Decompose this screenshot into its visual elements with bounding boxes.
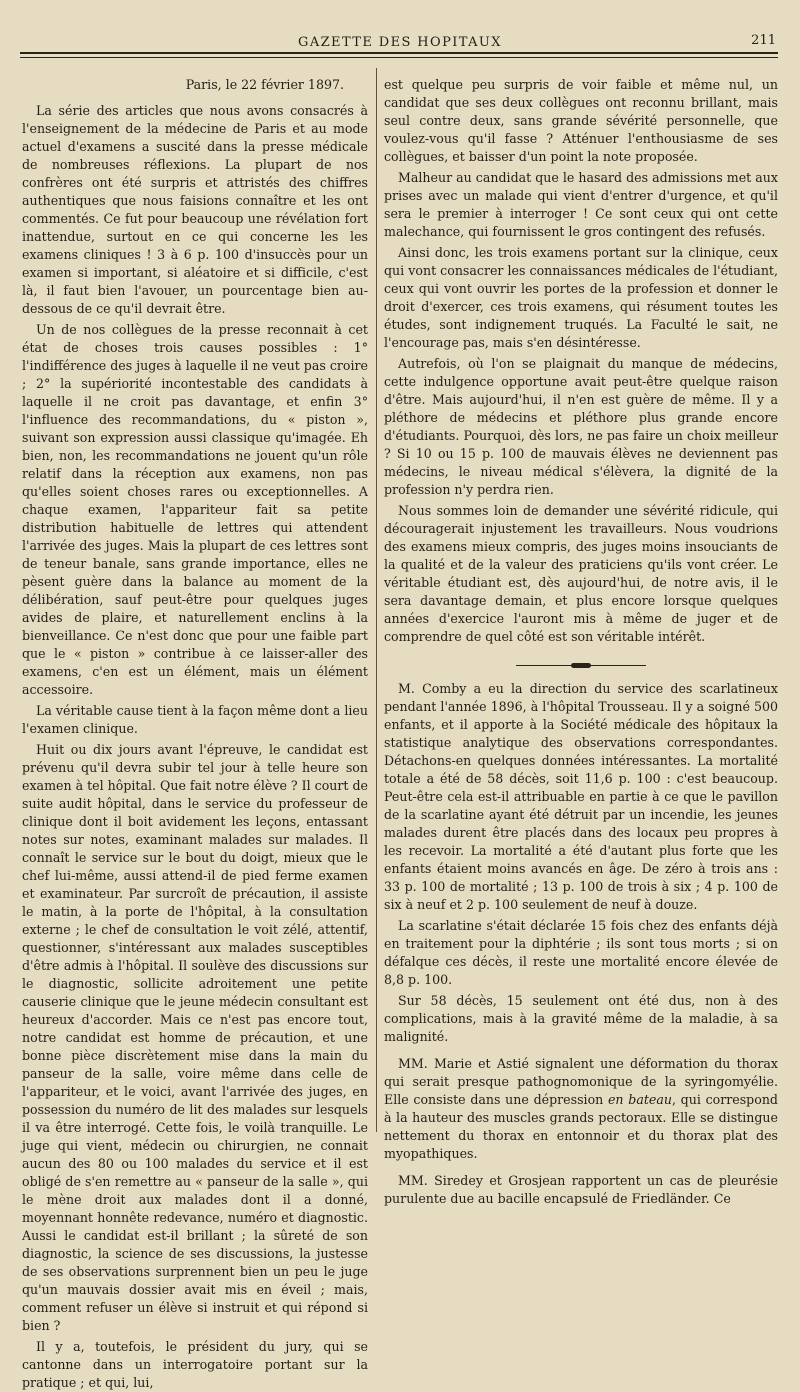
paragraph: Ainsi donc, les trois examens portant sur la clinique, ceux qui vont consacrer les connaissances médicales de l'étudiant, ceux qui vont ouvrir les portes de la profession et donner le droit d'exercer, ces trois examens, qui résument toutes les études, sont indignement truqués. La Faculté le sait, ne l'encourage pas, mais s'en désintéresse. <box>384 245 778 350</box>
paragraph: Malheur au candidat que le hasard des admissions met aux prises avec un malade qui vient d'entrer d'urgence, et qu'il sera le premier à interroger ! Ce sont ceux qui ont cette malechance, qui fournissent le gros contingent des refusés. <box>384 170 778 239</box>
left-column <box>22 76 369 1390</box>
header-rule <box>20 52 778 54</box>
header-rule-thin <box>20 57 778 58</box>
paragraph: M. Comby a eu la direction du service des scarlatineux pendant l'année 1896, à l'hôpital Trousseau. Il y a soigné 500 enfants, et il apporte à la Société médicale des hôpitaux la statistique analytique des observations correspondantes. Détachons-en quelques données intéressantes. La mortalité totale a été de 58 décès, soit 11,6 p. 100 : c'est beaucoup. Peut-être cela est-il attribuable en partie à ce que le pavillon de la scarlatine ayant été détruit par un incendie, les jeunes malades durent être placés dans des locaux peu propres à les recevoir. La mortalité a été d'autant plus forte que les enfants étaient moins avancés en âge. De zéro à trois ans : 33 p. 100 de mortalité ; 13 p. 100 de trois à six ; 4 p. 100 de six à neuf et 2 p. 100 seulement de neuf à douze. <box>384 681 778 912</box>
paragraph: MM. Siredey et Grosjean rapportent un cas de pleurésie purulente due au bacille encapsulé de Friedländer. Ce <box>384 1173 778 1206</box>
paragraph: Un de nos collègues de la presse reconnait à cet état de choses trois causes possibles : 1° l'indifférence des juges à laquelle il ne veut pas croire ; 2° la supériorité incontestable des candidats à laquelle il ne croit pas davantage, et enfin 3° l'influence des recommandations, du « piston », suivant son expression aussi classique qu'imagée. Eh bien, non, les recommandations ne jouent qu'un rôle relatif dans la réception aux examens, non pas qu'elles soient choses rares ou exceptionnelles. A chaque examen, l'appariteur fait sa petite distribution habituelle de lettres qui attendent l'arrivée des juges. Mais la plupart de ces lettres sont de teneur banale, sans grande importance, elles ne pèsent guère dans la balance au moment de la délibération, sauf peut-être pour quelques juges avides de plaire, et naturellement enclins à la bienveillance. Ce n'est donc que pour une faible part que le « piston » contribue à ce laisser-aller des examens, c'en est un élément, mais un élément accessoire. <box>22 322 368 697</box>
journal-title: GAZETTE DES HOPITAUX <box>298 35 502 50</box>
paragraph: La série des articles que nous avons consacrés à l'enseignement de la médecine de Paris et au mode actuel d'examens a suscité dans la presse médicale de nombreuses réflexions. La plupart de nos confrères ont été surpris et attristés des chiffres authentiques que nous faisions connaître et les ont commentés. Ce fut pour beaucoup une révélation fort inattendue, surtout en ce qui concerne les les examens cliniques ! 3 à 6 p. 100 d'insuccès pour un examen si important, si aléatoire et si difficile, c'est là, il faut bien l'avouer, un pourcentage bien au-dessous de ce qu'il devrait être. <box>22 103 368 316</box>
paragraph: Autrefois, où l'on se plaignait du manque de médecins, cette indulgence opportune avait peut-être quelque raison d'être. Mais aujourd'hui, il n'en est guère de même. Il y a pléthore de médecins et pléthore plus grande encore d'étudiants. Pourquoi, dès lors, ne pas faire un choix meilleur ? Si 10 ou 15 p. 100 de mauvais élèves ne deviennent pas médecins, le niveau médical s'élèvera, la dignité de la profession n'y perdra rien. <box>384 356 778 497</box>
dateline: Paris, le 22 février 1897. <box>185 77 344 92</box>
paragraph: La véritable cause tient à la façon même dont a lieu l'examen clinique. <box>22 703 368 736</box>
paragraph: est quelque peu surpris de voir faible et même nul, un candidat que ses deux collègues ont reconnu brillant, mais seul contre deux, sans grande sévérité personnelle, que voulez-vous qu'il fasse ? Atténuer l'enthousiasme de ses collègues, et baisser d'un point la note proposée. <box>384 77 778 164</box>
text-run: , qui correspond à la hauteur des muscles grands pectoraux. Elle se distingue nettement du thorax en entonnoir et du thorax plat des myopathiques. <box>384 1092 778 1161</box>
paragraph: Il y a, toutefois, le président du jury, qui se cantonne dans un interrogatoire portant sur la pratique ; et qui, lui, <box>22 1339 368 1390</box>
paragraph: Nous sommes loin de demander une sévérité ridicule, qui découragerait injustement les travailleurs. Nous voudrions des examens mieux compris, des juges moins insouciants de la qualité et de la valeur des praticiens qu'ils vont créer. Le véritable étudiant est, dès aujourd'hui, de notre avis, il le sera davantage demain, et plus encore lorsque quelques années d'exercice l'auront mis à même de juger et de comprendre de quel côté est son véritable intérêt. <box>384 503 778 644</box>
right-column <box>384 76 778 1206</box>
paragraph: Huit ou dix jours avant l'épreuve, le candidat est prévenu qu'il devra subir tel jour à telle heure son examen à tel hôpital. Que fait notre élève ? Il court de suite audit hôpital, dans le service du professeur de clinique dont il boit avidement les leçons, entassant notes sur notes, examinant malades sur malades. Il connaît le service sur le bout du doigt, mieux que le chef lui-même, aussi attend-il de pied ferme examen et examinateur. Par surcroît de précaution, il assiste le matin, à la porte de l'hôpital, à la consultation externe ; le chef de consultation le voit zélé, attentif, questionner, s'intéressant aux malades susceptibles d'être admis à l'hôpital. Il soulève des discussions sur le diagnostic, sollicite adroitement une petite causerie clinique que le jeune médecin consultant est heureux d'accorder. Mais ce n'est pas encore tout, notre candidat est homme de précaution, et une bonne pièce discrètement mise dans la main du panseur de la salle, voire même dans celle de l'appariteur, et le voici, avant l'arrivée des juges, en possession du numéro de lit des malades sur lesquels il va être interrogé. Cette fois, le voilà tranquille. Le juge qui vient, médecin ou chirurgien, ne connait aucun des 80 ou 100 malades du service et il est obligé de s'en remettre au « panseur de la salle », qui le mène droit aux malades dont il a donné, moyennant honnête redevance, numéro et diagnostic. Aussi le candidat est-il brillant ; la sûreté de son diagnostic, la science de ses discussions, la justesse de ses observations surprennent bien un peu le juge qu'un mauvais dossier avait mis en éveil ; mais, comment refuser un élève si instruit et qui répond si bien ? <box>22 742 369 1333</box>
text-run: MM. Marie et Astié signalent une déformation du thorax qui serait presque pathognomonique de la syringomyélie. Elle consiste dans une dépression <box>384 1056 778 1107</box>
paragraph-marie-astie <box>384 1055 778 1163</box>
paragraph: La scarlatine s'était déclarée 15 fois chez des enfants déjà en traitement pour la diphtérie ; ils sont tous morts ; si on défalque ces décès, il reste une mortalité encore élevée de 8,8 p. 100. <box>384 918 778 987</box>
section-separator <box>516 663 646 668</box>
column-divider <box>376 68 377 1132</box>
emphasis: en bateau <box>607 1092 672 1107</box>
page-number: 211 <box>751 33 776 48</box>
paragraph: Sur 58 décès, 15 seulement ont été dus, non à des complications, mais à la gravité même de la maladie, à sa malignité. <box>384 993 778 1044</box>
